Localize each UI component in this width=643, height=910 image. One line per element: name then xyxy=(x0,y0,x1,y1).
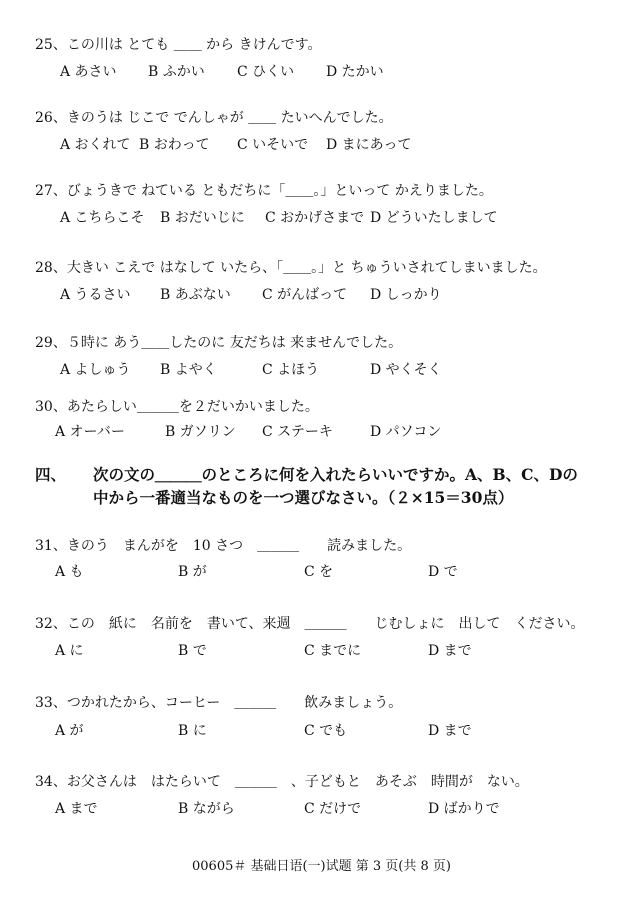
option-b: B で xyxy=(178,643,207,659)
section-number: 四、 xyxy=(35,465,67,484)
option-b: B あぶない xyxy=(160,287,231,303)
option-d: D まにあって xyxy=(326,137,412,153)
option-b: B が xyxy=(178,564,207,580)
option-c: C おかげさまで xyxy=(265,210,365,226)
option-b: B ガソリン xyxy=(165,424,236,440)
option-a: A こちらこそ xyxy=(60,210,145,226)
page-footer: 00605＃ 基础日语(一)试题 第 3 页(共 8 页) xyxy=(192,859,451,874)
option-c: C でも xyxy=(304,723,348,739)
question-text: 30、あたらしい＿＿＿を２だいかいました。 xyxy=(35,399,319,415)
option-b: B おわって xyxy=(139,137,210,153)
question-text: 33、つかれたから、コーヒー ＿＿＿ 飲みましょう。 xyxy=(35,695,403,711)
section-heading xyxy=(35,463,625,509)
option-b: B に xyxy=(178,723,207,739)
question-text: 32、この 紙に 名前を 書いて、来週 ＿＿＿ じむしょに 出して ください。 xyxy=(35,616,585,632)
question-text: 27、びょうきで ねている ともだちに「＿＿。」といって かえりました。 xyxy=(35,183,493,199)
option-d: D で xyxy=(428,564,458,580)
option-d: D しっかり xyxy=(370,287,442,303)
option-b: B ながら xyxy=(178,801,235,817)
option-a: A うるさい xyxy=(60,287,131,303)
option-d: D まで xyxy=(428,643,472,659)
question-text: 28、大きい こえで はなして いたら、「＿＿。」と ちゅういされてしまいました。 xyxy=(35,260,547,276)
option-c: C いそいで xyxy=(237,137,309,153)
question-text: 25、この川は とても ＿＿ から きけんです。 xyxy=(35,37,322,53)
option-a: A おくれて xyxy=(60,137,131,153)
option-a: A も xyxy=(55,564,84,580)
option-a: A に xyxy=(55,643,84,659)
option-c: C ひくい xyxy=(237,64,295,80)
option-b: B よやく xyxy=(160,362,217,378)
option-a: A が xyxy=(55,723,84,739)
option-c: C よほう xyxy=(262,362,320,378)
option-b: B ふかい xyxy=(148,64,205,80)
option-c: C を xyxy=(304,564,334,580)
option-a: A あさい xyxy=(60,64,117,80)
question-text: 26、きのうは じこで でんしゃが ＿＿ たいへんでした。 xyxy=(35,110,393,126)
option-c: C がんばって xyxy=(262,287,348,303)
option-d: D ばかりで xyxy=(428,801,500,817)
option-d: D パソコン xyxy=(370,424,442,440)
option-d: D どういたしまして xyxy=(370,210,498,226)
question-text: 31、きのう まんがを 10 さつ ＿＿＿ 読みました。 xyxy=(35,538,412,554)
option-b: B おだいじに xyxy=(160,210,245,226)
option-c: C だけで xyxy=(304,801,362,817)
option-d: D やくそく xyxy=(370,362,442,378)
option-d: D まで xyxy=(428,723,472,739)
question-text: 29、５時に あう＿＿したのに 友だちは 来ませんでした。 xyxy=(35,335,403,351)
option-a: A オーバー xyxy=(55,424,125,440)
question-text: 34、お父さんは はたらいて ＿＿＿ 、子どもと あそぶ 時間が ない。 xyxy=(35,774,529,790)
option-a: A まで xyxy=(55,801,98,817)
option-a: A よしゅう xyxy=(60,362,131,378)
option-d: D たかい xyxy=(326,64,384,80)
option-c: C までに xyxy=(304,643,362,659)
section-instruction-line1: 次の文の＿＿＿のところに何を入れたらいいですか。A、B、C、Dの xyxy=(93,465,578,484)
section-instruction-line2: 中から一番適当なものを一つ選びなさい。（２×15＝30点） xyxy=(93,488,514,507)
option-c: C ステーキ xyxy=(262,424,333,440)
